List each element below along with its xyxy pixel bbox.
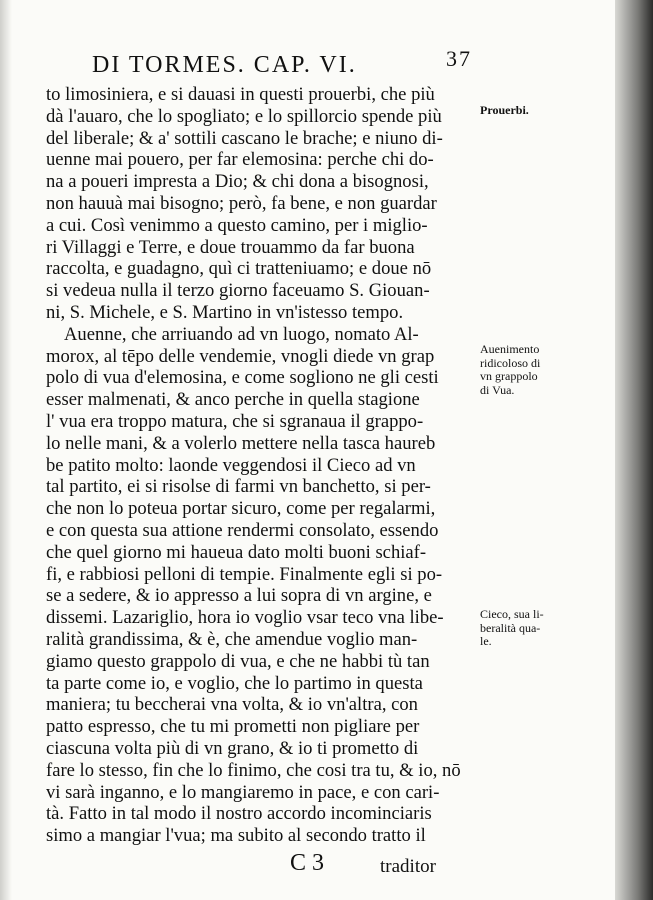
marginal-line: beralità qua- — [480, 620, 541, 635]
text-line: na a poueri impresta a Dio; & chi dona a bisognosi, — [46, 171, 429, 193]
text-line: non hauuà mai bisogno; però, fa bene, e non guardar — [46, 192, 437, 214]
text-line: tà. Fatto in tal modo il nostro accordo incominciaris — [46, 803, 432, 825]
gutter-fold — [0, 0, 12, 900]
text-line: ri Villaggi e Terre, e doue trouammo da far buona — [46, 236, 415, 258]
text-line: del liberale; & a' sottili cascano le brache; e niuno di- — [46, 127, 443, 149]
text-line: giamo questo grappolo di vua, e che ne habbi tù tan — [46, 650, 430, 672]
marginal-note-blind-man-liberality — [480, 608, 600, 649]
text-line: se a sedere, & io appresso a lui sopra di vn argine, e — [46, 585, 432, 607]
text-line: be patito molto: laonde veggendosi il Cieco ad vn — [46, 454, 416, 476]
marginal-line: ridicoloso di — [480, 355, 541, 370]
text-line-paragraph-start: Auenne, che arriuando ad vn luogo, nomato Al- — [64, 323, 419, 345]
text-line: vi sarà inganno, e lo mangiaremo in pace, e con cari- — [46, 781, 440, 803]
text-line: che non lo poteua portar sicuro, come per regalarmi, — [46, 498, 436, 520]
text-line: simo a mangiar l'vua; ma subito al secondo tratto il — [46, 825, 426, 847]
signature-mark: C 3 — [290, 850, 325, 876]
text-line: ciascuna volta più di vn grano, & io ti prometto di — [46, 737, 419, 759]
text-line: tal partito, ei si risolse di farmi vn banchetto, si per- — [46, 476, 431, 498]
text-line: to limosiniera, e si dauasi in questi prouerbi, che più — [46, 84, 435, 105]
text-line: si vedeua nulla il terzo giorno faceuamo S. Giouan- — [46, 280, 430, 302]
marginal-line: le. — [480, 634, 492, 648]
text-line: patto espresso, che tu mi prometti non pigliare per — [46, 716, 420, 738]
text-line: dissemi. Lazariglio, hora io voglio vsar teco vna libe- — [46, 607, 444, 629]
text-line: l' vua era troppo matura, che si sgranaua il grappo- — [46, 410, 424, 432]
text-line: morox, al tēpo delle vendemie, vnogli diede vn grap — [46, 345, 435, 367]
marginal-line: vn grappolo — [480, 369, 538, 383]
folio-number: 37 — [446, 46, 472, 71]
text-line: dà l'auaro, che lo spogliato; e lo spillorcio spende più — [46, 105, 442, 127]
text-line: ralità grandissima, & è, che amendue voglio man- — [46, 628, 418, 650]
text-line: che quel giorno mi haueua dato molti buoni schiaf- — [46, 541, 427, 563]
text-line: uenne mai pouero, per far elemosina: perche chi do- — [46, 149, 434, 171]
marginal-line: Prouerbi. — [480, 103, 529, 117]
page-edge-shadow — [615, 0, 653, 900]
text-line: fare lo stesso, fin che lo finimo, che cosi tra tu, & io, nō — [46, 759, 461, 781]
marginal-line: Auenimento — [480, 342, 540, 356]
catchword: traditor — [380, 856, 436, 877]
text-line: ta parte come io, e voglio, che lo partimo in questa — [46, 672, 423, 694]
text-line: fi, e rabbiosi pelloni di tempie. Finalmente egli si po- — [46, 563, 443, 585]
marginal-note-grape-incident — [480, 343, 600, 397]
marginal-note-proverbs — [480, 104, 600, 118]
text-line: raccolta, e guadagno, quì ci tratteniuamo; e doue nō — [46, 258, 432, 280]
body-text — [46, 84, 474, 847]
text-line: esser malmenati, & anco perche in quella stagione — [46, 389, 420, 411]
running-title: DI TORMES. CAP. VI. — [92, 52, 357, 78]
text-line: ni, S. Michele, e S. Martino in vn'istesso tempo. — [46, 301, 404, 323]
text-line: lo nelle mani, & a volerlo mettere nella tasca haureb — [46, 432, 436, 454]
marginal-line: di Vua. — [480, 382, 515, 397]
marginal-line: Cieco, sua li- — [480, 607, 544, 621]
text-line: a cui. Così venimmo a questo camino, per i miglio- — [46, 214, 428, 236]
text-line: polo di vua d'elemosina, e come sogliono ne gli cesti — [46, 367, 439, 389]
text-line: maniera; tu beccherai vna volta, & io vn'altra, con — [46, 694, 418, 716]
text-line: e con questa sua attione rendermi consolato, essendo — [46, 519, 439, 541]
running-head — [92, 46, 472, 79]
